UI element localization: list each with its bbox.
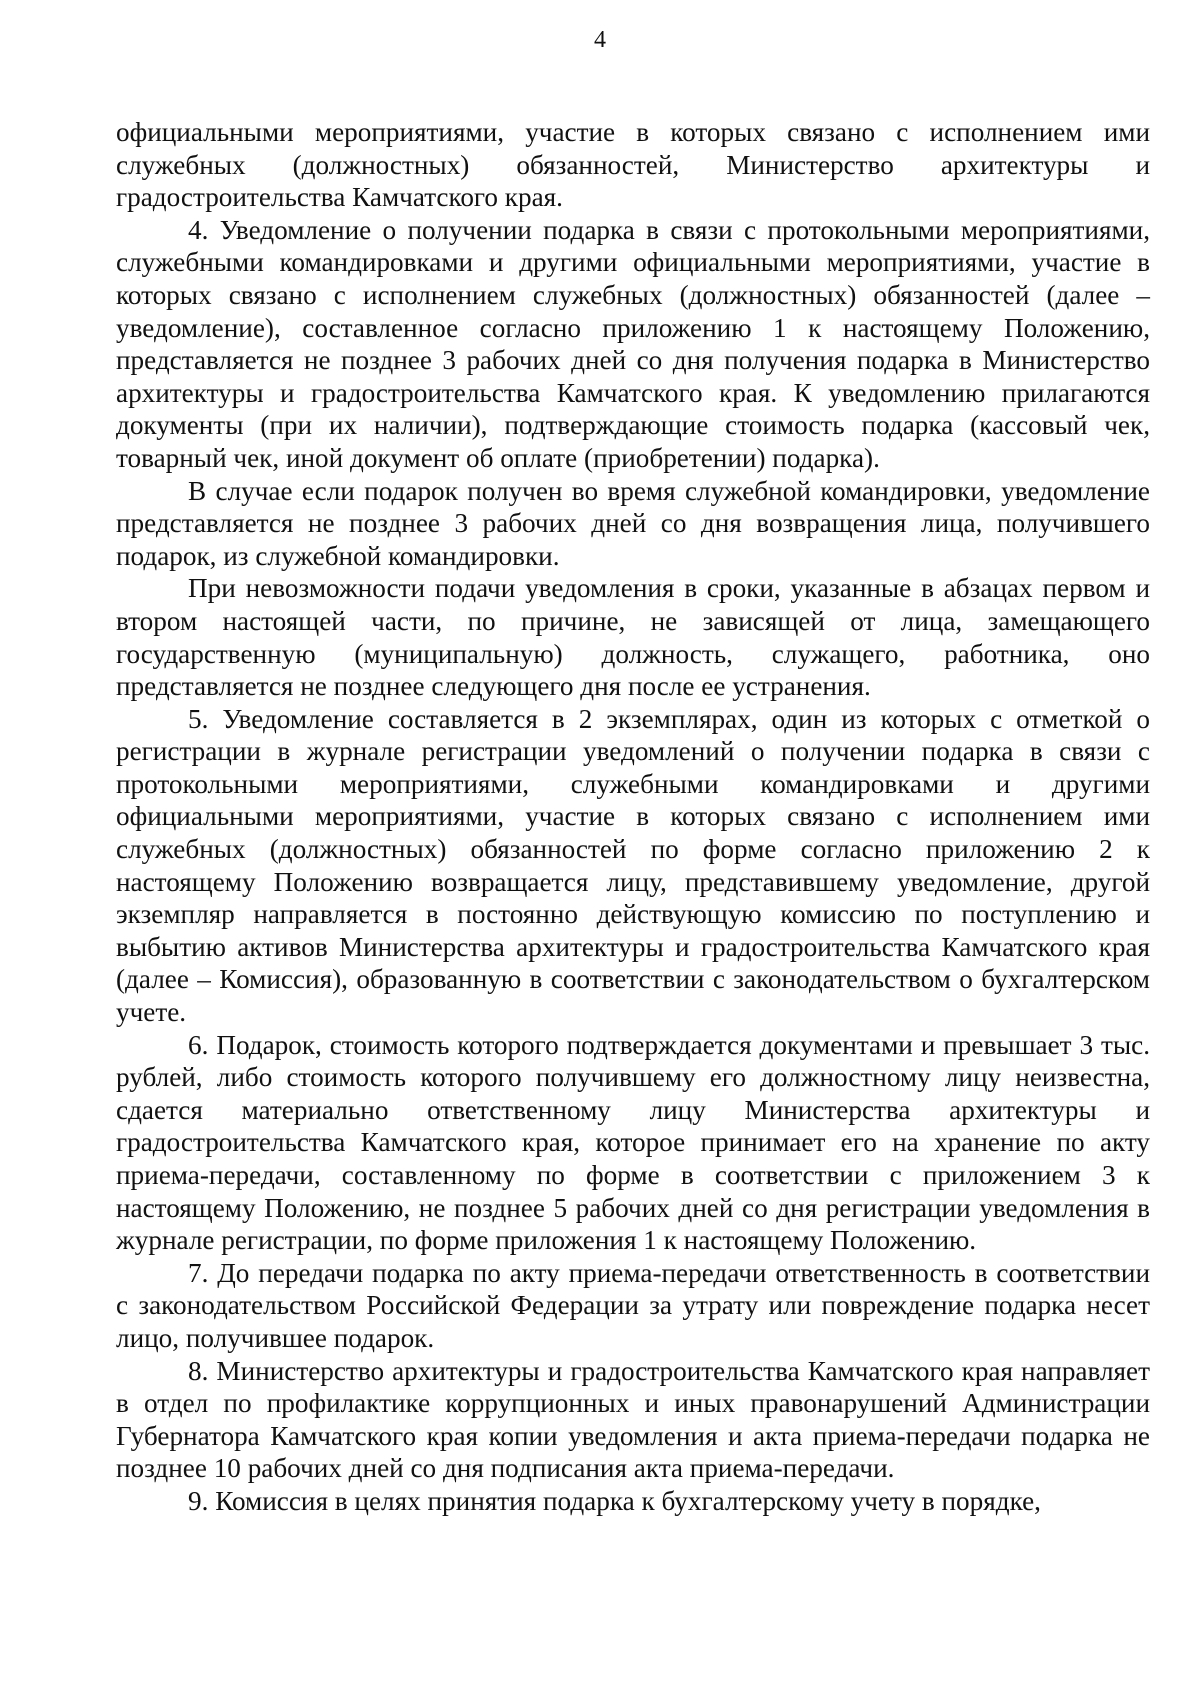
paragraph-item-6: 6. Подарок, стоимость которого подтверждается документами и превышает 3 тыс. рублей, либо стоимость которого получившему его должностному лицу неизвестна, сдается материально ответственному лицу Министерства архитектуры и градостроительства Камчатского края, которое принимает его на хранение по акту приема-передачи, составленному по форме в соответствии с приложением 3 к настоящему Положению, не позднее 5 рабочих дней со дня регистрации уведомления в журнале регистрации, по форме приложения 1 к настоящему Положению. bbox=[116, 1029, 1150, 1256]
paragraph-business-trip: В случае если подарок получен во время служебной командировки, уведомление представляется не позднее 3 рабочих дней со дня возвращения лица, получившего подарок, из служебной командировки. bbox=[116, 475, 1150, 571]
paragraph-item-9: 9. Комиссия в целях принятия подарка к бухгалтерскому учету в порядке, bbox=[188, 1485, 1041, 1516]
paragraph-item-8: 8. Министерство архитектуры и градостроительства Камчатского края направляет в отдел по профилактике коррупционных и иных правонарушений Администрации Губернатора Камчатского края копии уведомления и акта приема-передачи подарка не позднее 10 рабочих дней со дня подписания акта приема-передачи. bbox=[116, 1355, 1150, 1484]
paragraph-item-5: 5. Уведомление составляется в 2 экземплярах, один из которых с отметкой о регистрации в журнале регистрации уведомлений о получении подарка в связи с протокольными мероприятиями, служебными командировками и другими официальными мероприятиями, участие в которых связано с исполнением ими служебных (должностных) обязанностей по форме согласно приложению 2 к настоящему Положению возвращается лицу, представившему уведомление, другой экземпляр направляется в постоянно действующую комиссию по поступлению и выбытию активов Министерства архитектуры и градостроительства Камчатского края (далее – Комиссия), образованную в соответствии с законодательством о бухгалтерском учете. bbox=[116, 703, 1150, 1028]
paragraph-continuation: официальными мероприятиями, участие в которых связано с исполнением ими служебных (должностных) обязанностей, Министерство архитектуры и градостроительства Камчатского края. bbox=[116, 117, 1150, 213]
document-body bbox=[116, 116, 1150, 1518]
page-number: 4 bbox=[594, 27, 606, 53]
paragraph-item-7: 7. До передачи подарка по акту приема-передачи ответственность в соответствии с законодательством Российской Федерации за утрату или повреждение подарка несет лицо, получившее подарок. bbox=[116, 1257, 1150, 1353]
paragraph-impossibility: При невозможности подачи уведомления в сроки, указанные в абзацах первом и втором настоящей части, по причине, не зависящей от лица, замещающего государственную (муниципальную) должность, служащего, работника, оно представляется не позднее следующего дня после ее устранения. bbox=[116, 573, 1150, 702]
paragraph-item-4: 4. Уведомление о получении подарка в связи с протокольными мероприятиями, служебными командировками и другими официальными мероприятиями, участие в которых связано с исполнением служебных (должностных) обязанностей (далее – уведомление), составленное согласно приложению 1 к настоящему Положению, представляется не позднее 3 рабочих дней со дня получения подарка в Министерство архитектуры и градостроительства Камчатского края. К уведомлению прилагаются документы (при их наличии), подтверждающие стоимость подарка (кассовый чек, товарный чек, иной документ об оплате (приобретении) подарка). bbox=[116, 214, 1150, 473]
